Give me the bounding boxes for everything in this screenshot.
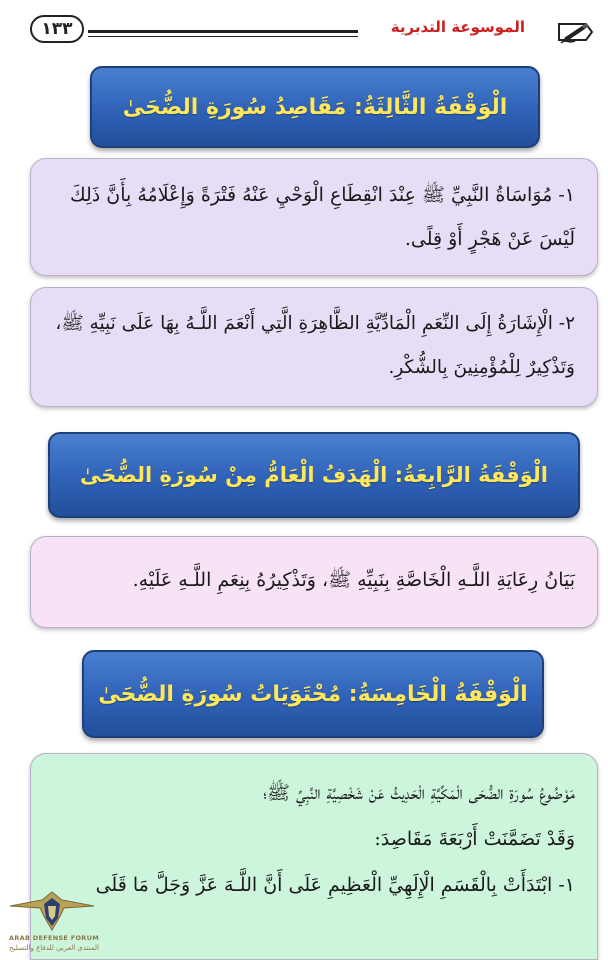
book-title: الموسوعة التدبرية	[390, 18, 525, 36]
header-rule	[88, 30, 358, 33]
section-banner-5	[82, 650, 544, 738]
content-box-5	[30, 753, 598, 960]
section-banner-3	[90, 66, 540, 148]
list-item: ١- ابْتَدَأَتْ بِالْقَسَمِ الْإِلَهِيِّ الْعَظِيمِ عَلَى أَنَّ اللَّـهَ عَزَّ وَجَلَّ مَا قَلَى	[95, 874, 575, 896]
forum-logo	[2, 890, 102, 958]
list-item: مَوْضُوعُ سُورَةِ الضُّحَى الْمَكِّيَّةِ الْحَدِيثُ عَنْ شَخْصِيَّةِ النَّبِيِّ ﷺ؛	[263, 782, 575, 804]
section-title-4: الْوَقْفَةُ الرَّابِعَةُ: الْهَدَفُ الْعَامُّ مِنْ سُورَةِ الضُّحَىٰ	[80, 463, 548, 487]
content-box-3-2	[30, 287, 598, 407]
page-header	[0, 0, 608, 56]
watermark-text-en: ARAB DEFENSE FORUM	[9, 934, 99, 942]
pen-icon	[556, 18, 596, 46]
content-box-3-1	[30, 158, 598, 276]
content-box-4	[30, 536, 598, 628]
list-item: ٢- الْإِشَارَةُ إِلَى النِّعَمِ الْمَادِّيَّةِ الظَّاهِرَةِ الَّتِي أَنْعَمَ اللَّـهُ بِهَا عَلَى نَبِيِّهِ ﷺ، وَتَذْكِيرٌ لِلْمُؤْمِنِينَ بِالشُّكْرِ.	[55, 313, 575, 378]
section-title-3: الْوَقْفَةُ الثَّالِثَةُ: مَقَاصِدُ سُورَةِ الضُّحَىٰ	[122, 94, 508, 120]
list-item: وَقَدْ تَضَمَّنَتْ أَرْبَعَةَ مَقَاصِدَ:	[374, 828, 575, 850]
watermark-text-ar: المنتدى العربي للدفاع والتسليح	[9, 944, 99, 952]
section-banner-4	[48, 432, 580, 518]
section-title-5: الْوَقْفَةُ الْخَامِسَةُ: مُحْتَوَيَاتُ سُورَةِ الضُّحَىٰ	[98, 681, 528, 707]
list-item: ١- مُوَاسَاةُ النَّبِيِّ ﷺ عِنْدَ انْقِطَاعِ الْوَحْيِ عَنْهُ فَتْرَةً وَإِعْلَامُهُ بِأَنَّ ذَلِكَ لَيْسَ عَنْ هَجْرٍ أَوْ قِلًى.	[69, 184, 575, 250]
list-item: بَيَانُ رِعَايَةِ اللَّـهِ الْخَاصَّةِ بِنَبِيِّهِ ﷺ، وَتَذْكِيرُهُ بِنِعَمِ اللَّـهِ عَلَيْهِ.	[132, 569, 575, 591]
header-rule-thin	[88, 36, 358, 37]
page-number: ١٣٣	[30, 15, 84, 43]
eagle-emblem-icon	[2, 890, 102, 934]
